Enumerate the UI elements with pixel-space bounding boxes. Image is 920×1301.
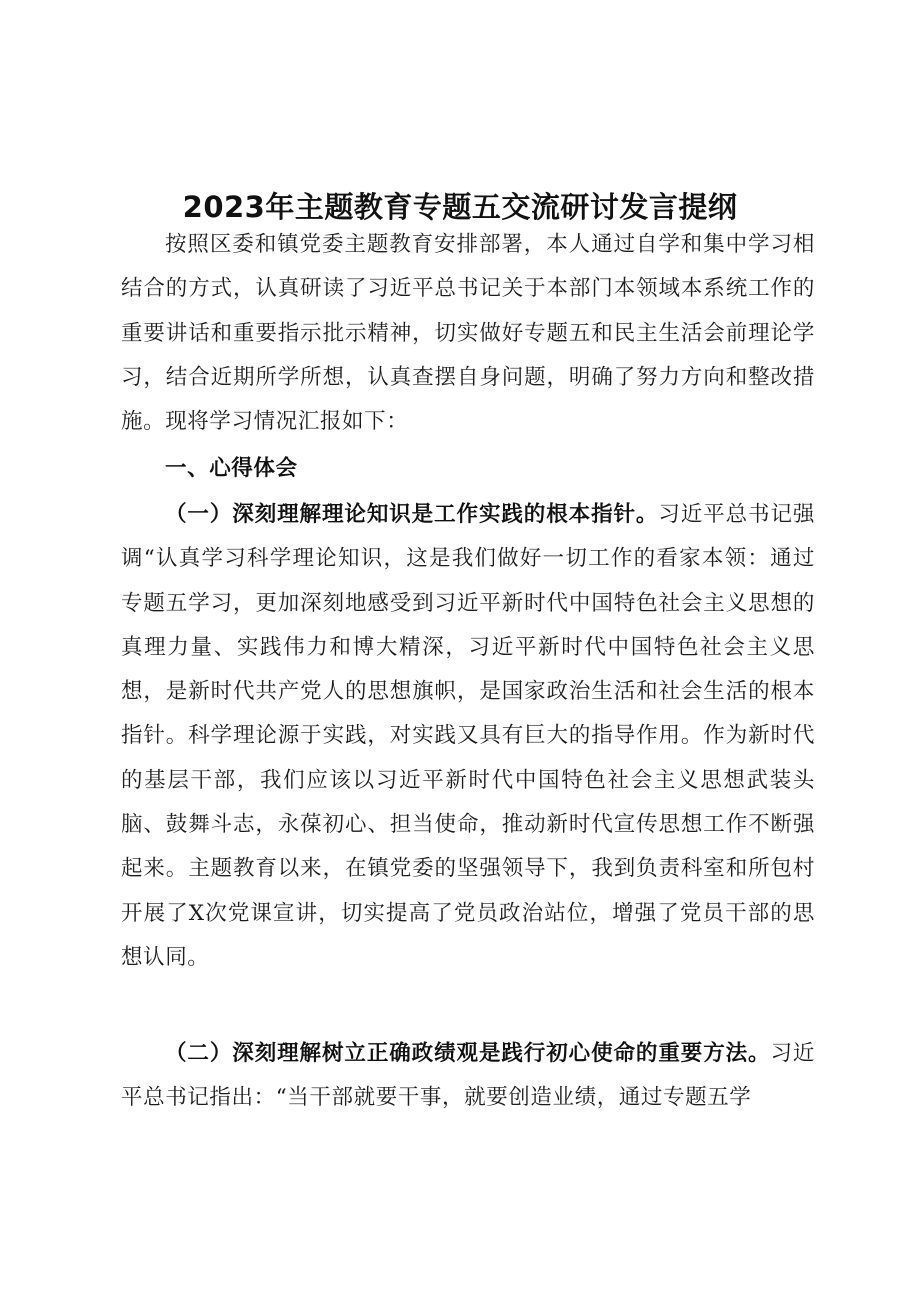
document-title: 2023年主题教育专题五交流研讨发言提纲: [182, 190, 738, 225]
point-2-heading: （二）深刻理解树立正确政绩观是践行初心使命的重要方法。: [165, 1041, 771, 1066]
paragraph-point-2: [121, 1032, 815, 1121]
intro-paragraph: 按照区委和镇党委主题教育安排部署，本人通过自学和集中学习相结合的方式，认真研读了习近平总书记关于本部门本领域本系统工作的重要讲话和重要指示批示精神，切实做好专题五和民主生活会前理论学习，结合近期所学所想，认真查摆自身问题，明确了努力方向和整改措施。现将学习情况汇报如下：: [121, 232, 815, 435]
section-heading-experience: 一、心得体会: [165, 456, 298, 481]
point-2-body: 习近平总书记指出：“当干部就要干事，就要创造业绩，通过专题五学: [121, 1041, 816, 1111]
point-1-body: 习近平总书记强调“认真学习科学理论知识，这是我们做好一切工作的看家本领：通过专题五学习，更加深刻地感受到习近平新时代中国特色社会主义思想的真理力量、实践伟力和博大精深，习近平新时代中国特色社会主义思想，是新时代共产党人的思想旗帜，是国家政治生活和社会生活的根本指针。科学理论源于实践，对实践又具有巨大的指导作用。作为新时代的基层干部，我们应该以习近平新时代中国特色社会主义思想武装头脑、鼓舞斗志，永葆初心、担当使命，推动新时代宣传思想工作不断强起来。主题教育以来，在镇党委的坚强领导下，我到负责科室和所包村开展了X次党课宣讲，切实提高了党员政治站位，增强了党员干部的思想认同。: [121, 502, 816, 970]
point-1-heading: （一）深刻理解理论知识是工作实践的根本指针。: [165, 502, 659, 527]
paragraph-point-1: [121, 493, 815, 980]
